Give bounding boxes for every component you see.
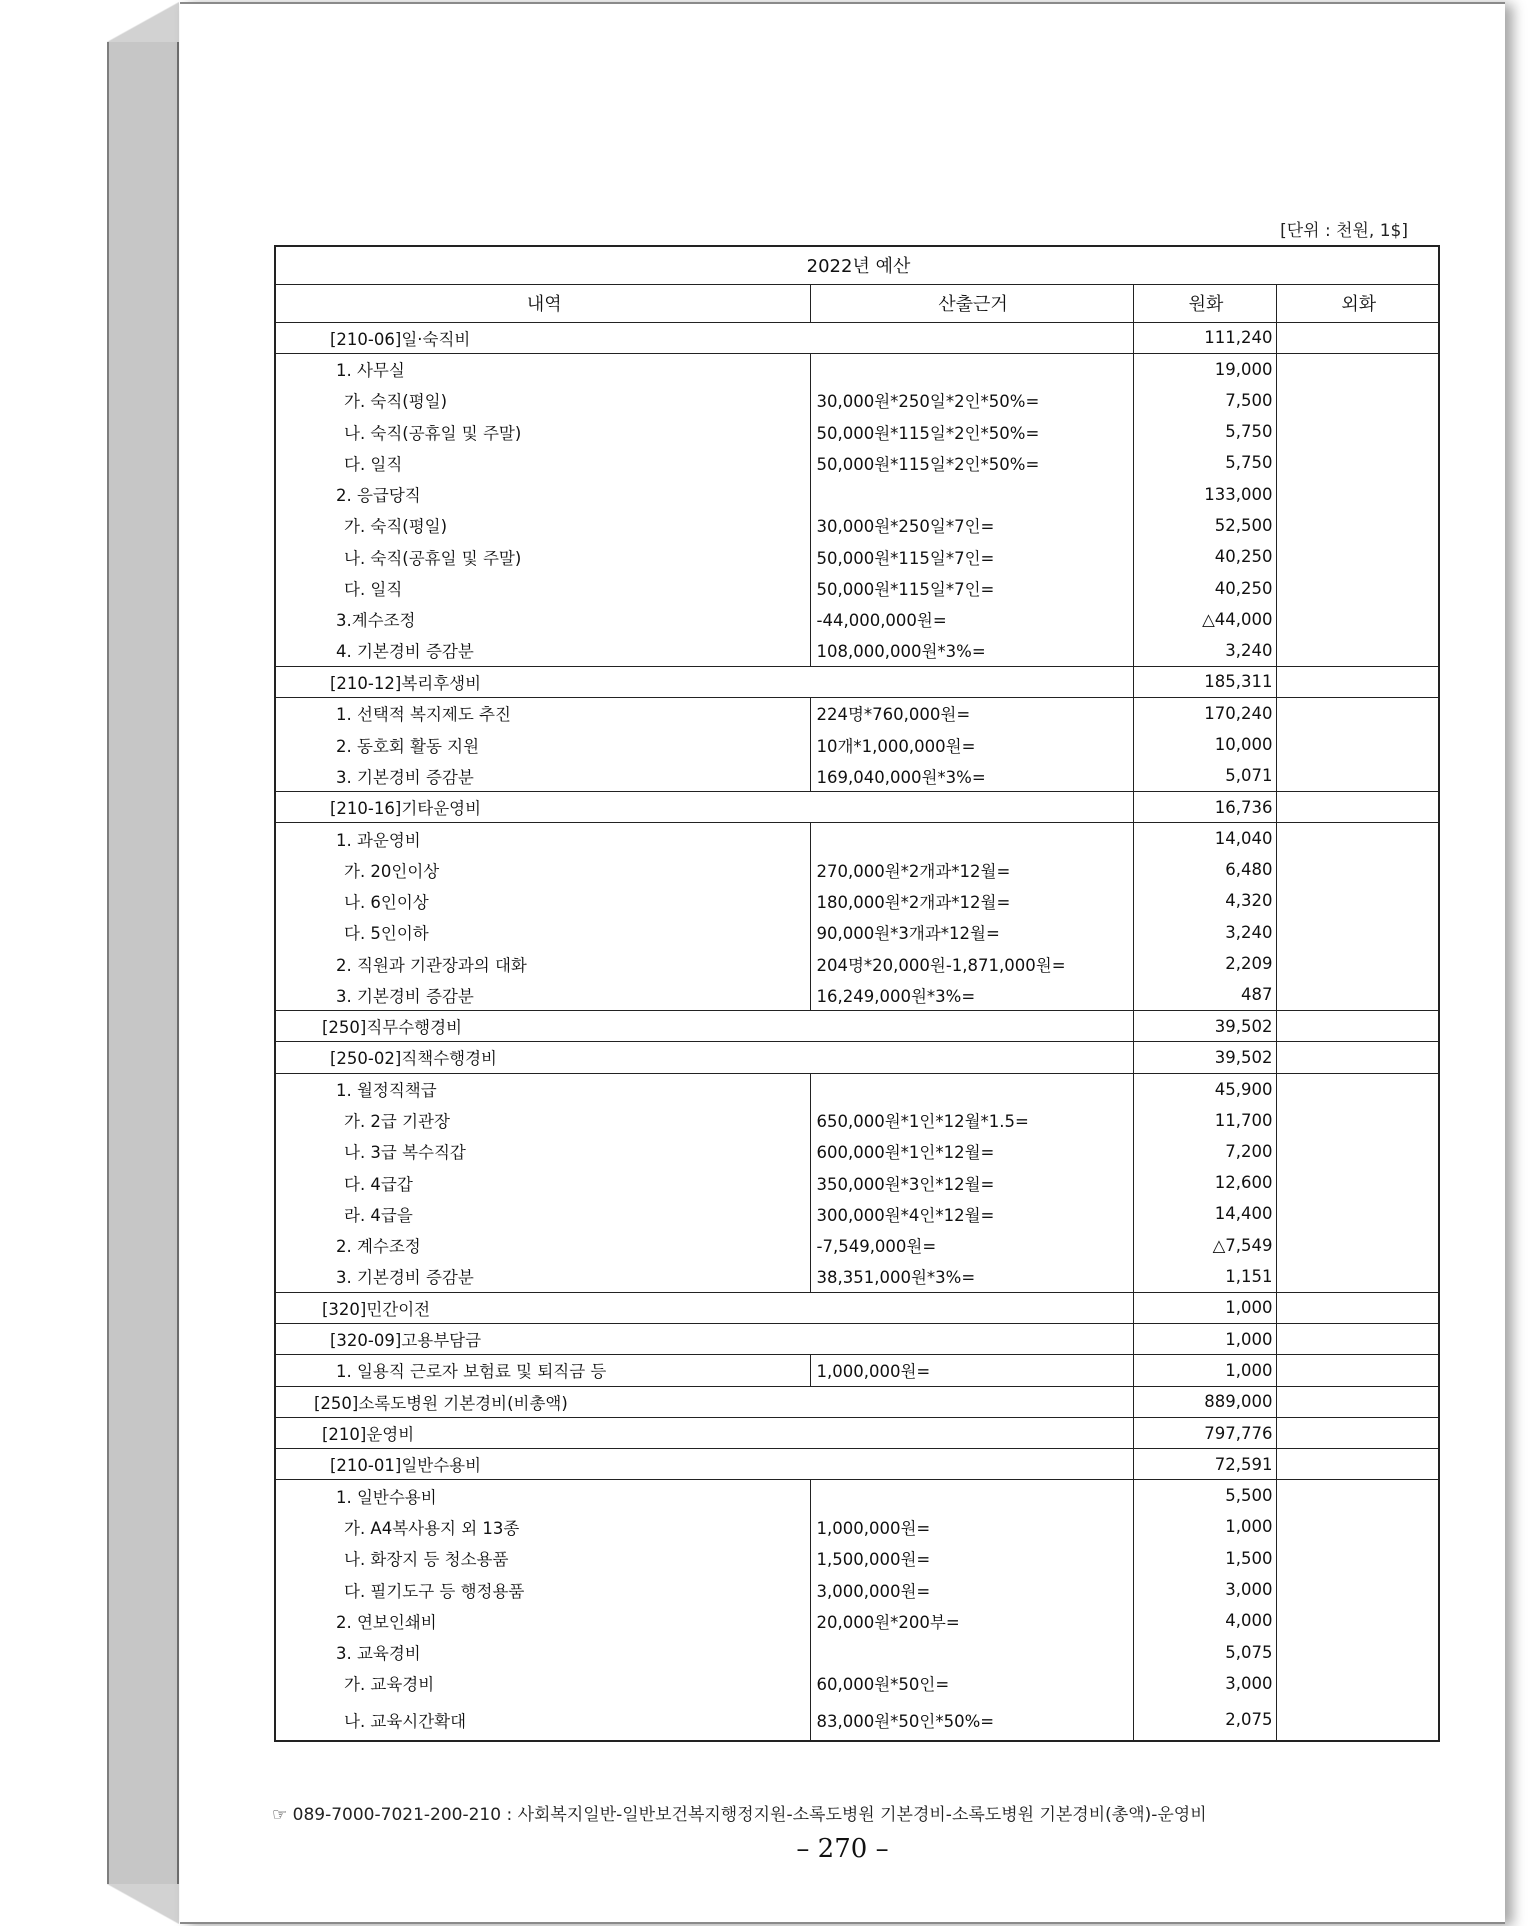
table-row (275, 823, 1439, 854)
amount-krw: 111,240 (1133, 322, 1276, 353)
item-basis (810, 353, 1133, 384)
item-desc: 2. 직원과 기관장과의 대화 (275, 948, 810, 979)
amount-krw: 1,151 (1133, 1261, 1276, 1292)
item-desc: 나. 3급 복수직갑 (275, 1136, 810, 1167)
table-title: 2022년 예산 (275, 246, 1439, 284)
item-basis: -7,549,000원= (810, 1230, 1133, 1261)
item-basis: 1,500,000원= (810, 1543, 1133, 1574)
item-desc: 가. 20인이상 (275, 854, 810, 885)
item-desc: 2. 연보인쇄비 (275, 1605, 810, 1636)
amount-krw: 2,075 (1133, 1699, 1276, 1741)
table-row (275, 510, 1439, 541)
table-header-row (275, 284, 1439, 322)
table-row (275, 353, 1439, 384)
item-basis: 300,000원*4인*12월= (810, 1198, 1133, 1229)
amount-foreign (1276, 854, 1439, 885)
table-row (275, 1636, 1439, 1667)
item-basis: 204명*20,000원-1,871,000원= (810, 948, 1133, 979)
item-basis: 180,000원*2개과*12월= (810, 885, 1133, 916)
amount-krw: 6,480 (1133, 854, 1276, 885)
table-title-row (275, 246, 1439, 284)
item-desc: 1. 과운영비 (275, 823, 810, 854)
item-basis (810, 823, 1133, 854)
section-title: [250-02]직책수행경비 (275, 1042, 1133, 1073)
section-title: [250]직무수행경비 (275, 1011, 1133, 1042)
item-desc: 가. 2급 기관장 (275, 1104, 810, 1135)
amount-foreign (1276, 1480, 1439, 1511)
section-title: [210-01]일반수용비 (275, 1449, 1133, 1480)
item-desc: 4. 기본경비 증감분 (275, 635, 810, 666)
amount-krw: 39,502 (1133, 1011, 1276, 1042)
table-row (275, 1699, 1439, 1741)
item-desc: 3. 교육경비 (275, 1636, 810, 1667)
amount-foreign (1276, 447, 1439, 478)
section-row (275, 1324, 1439, 1355)
section-row (275, 1011, 1439, 1042)
amount-krw: 170,240 (1133, 698, 1276, 729)
item-desc: 2. 동호회 활동 지원 (275, 729, 810, 760)
item-desc: 2. 응급당직 (275, 478, 810, 509)
table-row (275, 1198, 1439, 1229)
table-row (275, 948, 1439, 979)
amount-krw: 39,502 (1133, 1042, 1276, 1073)
amount-krw: 45,900 (1133, 1073, 1276, 1104)
header-desc: 내역 (275, 284, 810, 322)
book-spine-edge (107, 2, 179, 1924)
budget-table (274, 245, 1440, 1742)
amount-krw: 133,000 (1133, 478, 1276, 509)
amount-krw: 4,320 (1133, 885, 1276, 916)
item-desc: 가. A4복사용지 외 13종 (275, 1511, 810, 1542)
item-basis: 16,249,000원*3%= (810, 979, 1133, 1010)
amount-foreign (1276, 541, 1439, 572)
table-row (275, 1355, 1439, 1386)
amount-foreign (1276, 1605, 1439, 1636)
item-desc: 다. 일직 (275, 572, 810, 603)
item-basis: 1,000,000원= (810, 1511, 1133, 1542)
unit-label: [단위 : 천원, 1$] (1280, 221, 1408, 241)
amount-krw: 72,591 (1133, 1449, 1276, 1480)
table-row (275, 416, 1439, 447)
item-desc: 나. 숙직(공휴일 및 주말) (275, 541, 810, 572)
amount-foreign (1276, 353, 1439, 384)
amount-krw: 40,250 (1133, 541, 1276, 572)
section-row (275, 1292, 1439, 1323)
amount-krw: 487 (1133, 979, 1276, 1010)
item-basis: 60,000원*50인= (810, 1668, 1133, 1699)
amount-foreign (1276, 1104, 1439, 1135)
amount-krw: 7,200 (1133, 1136, 1276, 1167)
amount-foreign (1276, 1355, 1439, 1386)
item-basis: -44,000,000원= (810, 604, 1133, 635)
item-desc: 다. 일직 (275, 447, 810, 478)
amount-krw: 19,000 (1133, 353, 1276, 384)
table-row (275, 635, 1439, 666)
amount-krw: 40,250 (1133, 572, 1276, 603)
amount-foreign (1276, 791, 1439, 822)
amount-foreign (1276, 1073, 1439, 1104)
item-desc: 3.계수조정 (275, 604, 810, 635)
amount-krw: △44,000 (1133, 604, 1276, 635)
amount-foreign (1276, 729, 1439, 760)
table-row (275, 604, 1439, 635)
item-desc: 라. 4급을 (275, 1198, 810, 1229)
item-basis: 10개*1,000,000원= (810, 729, 1133, 760)
section-title: [320-09]고용부담금 (275, 1324, 1133, 1355)
amount-foreign (1276, 510, 1439, 541)
item-basis: 600,000원*1인*12월= (810, 1136, 1133, 1167)
section-title: [210-12]복리후생비 (275, 666, 1133, 697)
item-desc: 다. 5인이하 (275, 917, 810, 948)
section-row (275, 791, 1439, 822)
section-row (275, 666, 1439, 697)
book-corner-top (107, 2, 179, 42)
table-row (275, 541, 1439, 572)
amount-krw: 889,000 (1133, 1386, 1276, 1417)
section-title: [250]소록도병원 기본경비(비총액) (275, 1386, 1133, 1417)
amount-krw: 7,500 (1133, 385, 1276, 416)
amount-foreign (1276, 416, 1439, 447)
amount-foreign (1276, 1699, 1439, 1741)
item-basis: 350,000원*3인*12월= (810, 1167, 1133, 1198)
item-desc: 1. 사무실 (275, 353, 810, 384)
table-row (275, 447, 1439, 478)
amount-foreign (1276, 1198, 1439, 1229)
item-desc: 1. 일용직 근로자 보험료 및 퇴직금 등 (275, 1355, 810, 1386)
item-basis: 38,351,000원*3%= (810, 1261, 1133, 1292)
section-row (275, 1449, 1439, 1480)
table-row (275, 854, 1439, 885)
amount-krw: 5,071 (1133, 760, 1276, 791)
item-desc: 1. 선택적 복지제도 추진 (275, 698, 810, 729)
item-desc: 나. 6인이상 (275, 885, 810, 916)
amount-foreign (1276, 1511, 1439, 1542)
section-title: [210-06]일·숙직비 (275, 322, 1133, 353)
amount-foreign (1276, 572, 1439, 603)
item-desc: 1. 월정직책급 (275, 1073, 810, 1104)
amount-foreign (1276, 979, 1439, 1010)
item-basis: 83,000원*50인*50%= (810, 1699, 1133, 1741)
amount-krw: 1,500 (1133, 1543, 1276, 1574)
item-basis (810, 1480, 1133, 1511)
item-basis: 50,000원*115일*7인= (810, 572, 1133, 603)
item-basis (810, 1636, 1133, 1667)
table-row (275, 1605, 1439, 1636)
amount-krw: 185,311 (1133, 666, 1276, 697)
table-row (275, 1167, 1439, 1198)
item-desc: 1. 일반수용비 (275, 1480, 810, 1511)
amount-foreign (1276, 1386, 1439, 1417)
item-basis: 3,000,000원= (810, 1574, 1133, 1605)
amount-krw: 3,240 (1133, 917, 1276, 948)
document-page (180, 2, 1505, 1924)
amount-krw: 3,240 (1133, 635, 1276, 666)
amount-krw: △7,549 (1133, 1230, 1276, 1261)
table-row (275, 385, 1439, 416)
amount-foreign (1276, 760, 1439, 791)
amount-krw: 3,000 (1133, 1574, 1276, 1605)
item-desc: 나. 화장지 등 청소용품 (275, 1543, 810, 1574)
table-row (275, 478, 1439, 509)
amount-foreign (1276, 604, 1439, 635)
amount-krw: 1,000 (1133, 1292, 1276, 1323)
table-row (275, 885, 1439, 916)
amount-krw: 11,700 (1133, 1104, 1276, 1135)
section-row (275, 1386, 1439, 1417)
amount-foreign (1276, 885, 1439, 916)
item-desc: 3. 기본경비 증감분 (275, 979, 810, 1010)
amount-krw: 16,736 (1133, 791, 1276, 822)
amount-foreign (1276, 1668, 1439, 1699)
item-basis: 270,000원*2개과*12월= (810, 854, 1133, 885)
amount-foreign (1276, 1167, 1439, 1198)
amount-foreign (1276, 635, 1439, 666)
section-row (275, 322, 1439, 353)
item-desc: 2. 계수조정 (275, 1230, 810, 1261)
item-basis (810, 1073, 1133, 1104)
table-row (275, 1668, 1439, 1699)
item-basis (810, 478, 1133, 509)
table-row (275, 1073, 1439, 1104)
section-title: [210]운영비 (275, 1417, 1133, 1448)
header-foreign: 외화 (1276, 284, 1439, 322)
header-basis: 산출근거 (810, 284, 1133, 322)
table-row (275, 1136, 1439, 1167)
item-desc: 가. 교육경비 (275, 1668, 810, 1699)
item-desc: 가. 숙직(평일) (275, 510, 810, 541)
amount-foreign (1276, 1230, 1439, 1261)
table-row (275, 729, 1439, 760)
amount-foreign (1276, 1449, 1439, 1480)
table-row (275, 917, 1439, 948)
item-basis: 30,000원*250일*2인*50%= (810, 385, 1133, 416)
amount-foreign (1276, 1543, 1439, 1574)
amount-foreign (1276, 385, 1439, 416)
section-row (275, 1042, 1439, 1073)
amount-krw: 3,000 (1133, 1668, 1276, 1699)
amount-krw: 52,500 (1133, 510, 1276, 541)
amount-foreign (1276, 698, 1439, 729)
table-row (275, 1543, 1439, 1574)
item-basis: 50,000원*115일*2인*50%= (810, 447, 1133, 478)
section-title: [320]민간이전 (275, 1292, 1133, 1323)
amount-krw: 5,500 (1133, 1480, 1276, 1511)
amount-foreign (1276, 1324, 1439, 1355)
amount-krw: 14,400 (1133, 1198, 1276, 1229)
amount-foreign (1276, 948, 1439, 979)
item-basis: 20,000원*200부= (810, 1605, 1133, 1636)
amount-krw: 4,000 (1133, 1605, 1276, 1636)
amount-foreign (1276, 1292, 1439, 1323)
item-basis: 90,000원*3개과*12월= (810, 917, 1133, 948)
table-row (275, 1480, 1439, 1511)
amount-foreign (1276, 1636, 1439, 1667)
item-basis: 224명*760,000원= (810, 698, 1133, 729)
amount-foreign (1276, 823, 1439, 854)
amount-foreign (1276, 1011, 1439, 1042)
amount-foreign (1276, 478, 1439, 509)
item-desc: 나. 숙직(공휴일 및 주말) (275, 416, 810, 447)
amount-foreign (1276, 1136, 1439, 1167)
item-basis: 650,000원*1인*12월*1.5= (810, 1104, 1133, 1135)
amount-krw: 1,000 (1133, 1324, 1276, 1355)
item-desc: 나. 교육시간확대 (275, 1699, 810, 1741)
item-desc: 다. 필기도구 등 행정용품 (275, 1574, 810, 1605)
item-basis: 30,000원*250일*7인= (810, 510, 1133, 541)
table-row (275, 979, 1439, 1010)
amount-foreign (1276, 1261, 1439, 1292)
amount-foreign (1276, 666, 1439, 697)
amount-foreign (1276, 1042, 1439, 1073)
table-row (275, 1104, 1439, 1135)
item-basis: 108,000,000원*3%= (810, 635, 1133, 666)
amount-krw: 10,000 (1133, 729, 1276, 760)
budget-code-path: ☞ 089-7000-7021-200-210 : 사회복지일반-일반보건복지행정지원-소록도병원 기본경비-소록도병원 기본경비(총액)-운영비 (272, 1805, 1207, 1825)
amount-krw: 12,600 (1133, 1167, 1276, 1198)
table-row (275, 572, 1439, 603)
item-desc: 3. 기본경비 증감분 (275, 760, 810, 791)
table-row (275, 1261, 1439, 1292)
item-desc: 3. 기본경비 증감분 (275, 1261, 810, 1292)
amount-krw: 1,000 (1133, 1355, 1276, 1386)
amount-foreign (1276, 322, 1439, 353)
table-row (275, 698, 1439, 729)
amount-foreign (1276, 1417, 1439, 1448)
amount-krw: 5,750 (1133, 447, 1276, 478)
amount-krw: 1,000 (1133, 1511, 1276, 1542)
book-corner-bottom (107, 1884, 179, 1924)
table-row (275, 1511, 1439, 1542)
section-row (275, 1417, 1439, 1448)
amount-krw: 14,040 (1133, 823, 1276, 854)
page-number: – 270 – (796, 1834, 889, 1864)
item-basis: 50,000원*115일*7인= (810, 541, 1133, 572)
item-basis: 169,040,000원*3%= (810, 760, 1133, 791)
amount-krw: 5,750 (1133, 416, 1276, 447)
table-row (275, 1574, 1439, 1605)
table-row (275, 1230, 1439, 1261)
header-krw: 원화 (1133, 284, 1276, 322)
item-desc: 다. 4급갑 (275, 1167, 810, 1198)
amount-krw: 5,075 (1133, 1636, 1276, 1667)
section-title: [210-16]기타운영비 (275, 791, 1133, 822)
item-basis: 1,000,000원= (810, 1355, 1133, 1386)
amount-foreign (1276, 917, 1439, 948)
amount-krw: 2,209 (1133, 948, 1276, 979)
table-row (275, 760, 1439, 791)
amount-krw: 797,776 (1133, 1417, 1276, 1448)
item-desc: 가. 숙직(평일) (275, 385, 810, 416)
amount-foreign (1276, 1574, 1439, 1605)
item-basis: 50,000원*115일*2인*50%= (810, 416, 1133, 447)
